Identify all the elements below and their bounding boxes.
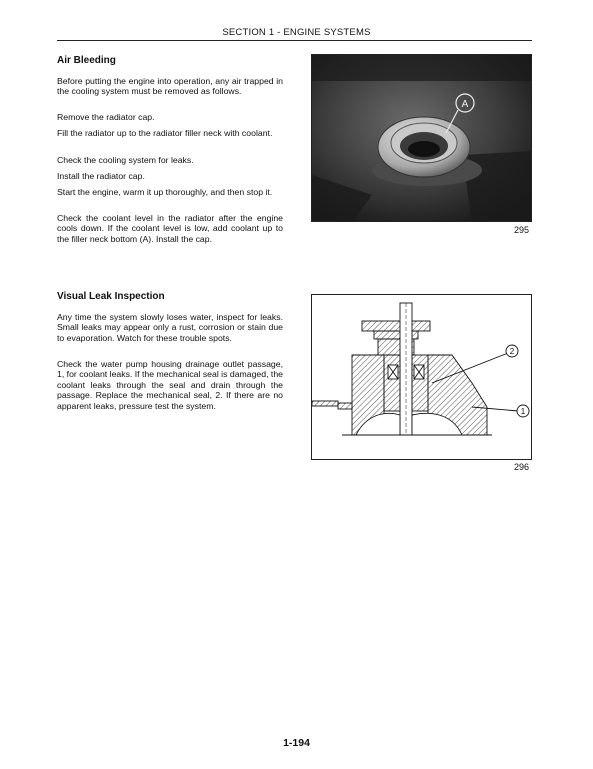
figure-number-296: 296 xyxy=(514,462,530,472)
heading-air-bleeding: Air Bleeding xyxy=(57,55,116,66)
diagram-callout-2: 2 xyxy=(509,347,515,356)
diagram-callout-1: 1 xyxy=(520,407,526,416)
heading-visual-leak-inspection: Visual Leak Inspection xyxy=(57,291,165,302)
air-bleeding-para-5: Install the radiator cap. xyxy=(57,171,145,181)
air-bleeding-para-6: Start the engine, warm it up thoroughly, and then stop it. xyxy=(57,187,273,197)
air-bleeding-para-4: Check the cooling system for leaks. xyxy=(57,155,194,165)
air-bleeding-para-7: Check the coolant level in the radiator after the engine cools down. If the coolant level is low, add coolant up to the filler neck bottom (A). Install the cap. xyxy=(57,213,283,244)
radiator-neck-photo-drawing xyxy=(312,55,532,222)
air-bleeding-para-2: Remove the radiator cap. xyxy=(57,112,155,122)
water-pump-diagram xyxy=(311,294,532,460)
page-number: 1-194 xyxy=(283,737,310,749)
radiator-neck-photo xyxy=(311,54,532,222)
air-bleeding-para-3: Fill the radiator up to the radiator filler neck with coolant. xyxy=(57,128,273,138)
section-header: SECTION 1 - ENGINE SYSTEMS xyxy=(222,27,371,38)
air-bleeding-para-1: Before putting the engine into operation, any air trapped in the cooling system must be removed as follows. xyxy=(57,76,283,97)
visual-leak-para-2: Check the water pump housing drainage outlet passage, 1, for coolant leaks. If the mechanical seal is damaged, the coolant leaks through the seal and drain through the passage. Replace the mechanical seal, 2. If there are no apparent leaks, pressure test the system. xyxy=(57,359,284,411)
visual-leak-para-1: Any time the system slowly loses water, inspect for leaks. Small leaks may appear only a rust, corrosion or stain due to evaporation. Watch for these trouble spots. xyxy=(57,312,283,343)
water-pump-diagram-drawing xyxy=(312,295,532,460)
photo-callout-a: A xyxy=(461,99,469,110)
header-rule xyxy=(57,40,532,41)
figure-number-295: 295 xyxy=(514,225,530,235)
